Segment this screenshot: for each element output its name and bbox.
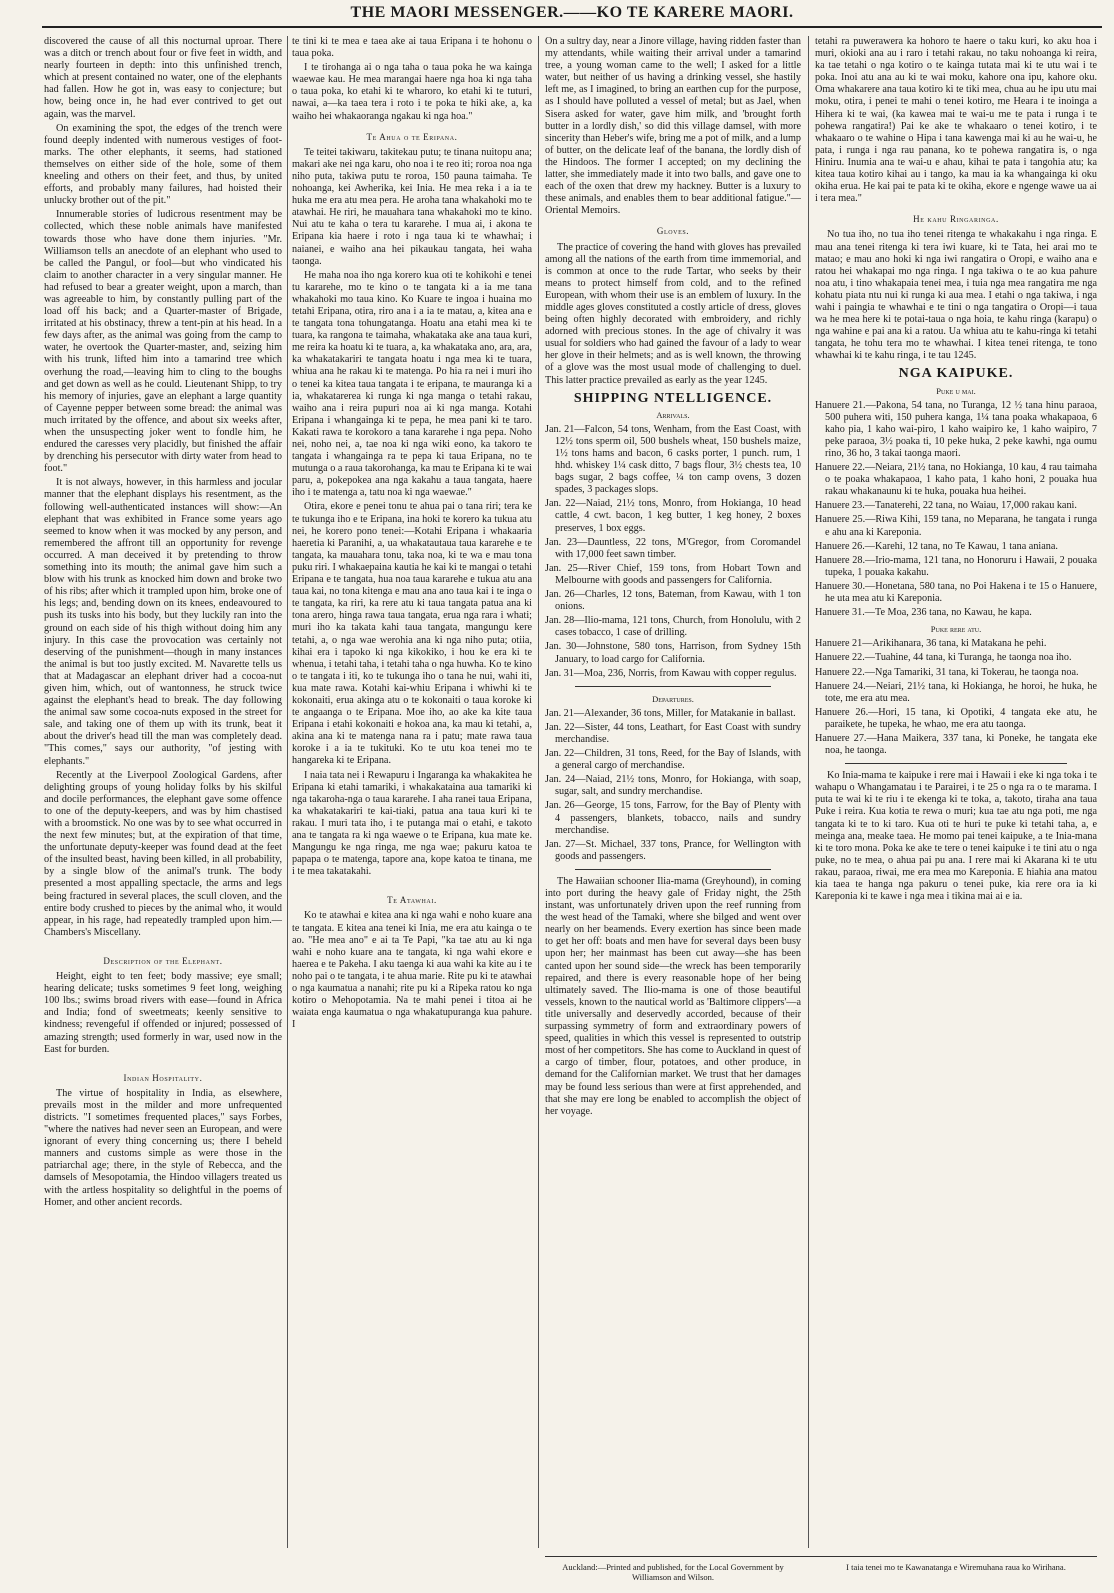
shipping-entry: Hanuere 30.—Honetana, 580 tana, no Poi Hakena i te 15 o Hanuere, he uta mea atu ki Kareponia. xyxy=(815,580,1097,605)
paragraph: The virtue of hospitality in India, as elsewhere, prevails most in the milder and more unfrequented districts. "I sometimes frequented places," says Forbes, "where the natives had never seen an European, and were ignorant of every thing concerning us; there I beheld manners and customs simple as were those in the patriarchal age; there, in the style of Rebecca, and the damsels of Mesopotamia, the Hindoo villagers treated us with the artless hospitality so delightful in the poems of Homer, and other ancient records. xyxy=(44,1087,282,1208)
paragraph: Height, eight to ten feet; body massive; eye small; hearing delicate; tusks sometimes 9 feet long, weighing 100 lbs.; swims broad rivers with ease—found in Africa and India; fond of sweetmeats; keenly sensitive to kindness; revengeful if offended or injured; possessed of amazing strength; used formerly in war, used now in the East for burden. xyxy=(44,971,282,1055)
shipping-entry: Jan. 21—Falcon, 54 tons, Wenham, from the East Coast, with 12½ tons sperm oil, 500 bushels wheat, 150 bushels maize, 1½ tons hams and bacon, 6 casks porter, 1 punch. rum, 1 hhd. whiskey 1¼ cask ditto, 7 bags flour, 3½ chests tea, 10 bags sugar, 2 bags coffee, ¼ ton camp ovens, 3 dozen spades, 3 packages slops. xyxy=(545,423,801,496)
section-heading: He kahu Ringaringa. xyxy=(913,214,999,225)
paragraph: The practice of covering the hand with gloves has prevailed among all the nations of the earth from time immemorial, and is common at once to the rude Tartar, who seeks by their means to protect himself from cold, and to the refined European, with whom their use is an emblem of luxury. In the middle ages gloves constituted a costly article of dress, gloves being often highly decorated with embroidery, and richly adorned with precious stones. In the age of chivalry it was usual for soldiers who had gained the favour of a lady to wear her glove in their helmets; and as is well known, the throwing of a glove was the most usual mode of challenging to duel. This latter practice prevailed as early as the year 1245. xyxy=(545,241,801,386)
paragraph: Innumerable stories of ludicrous resentment may be collected, which these noble animals have manifested towards those who have done them injuries. "Mr. Williamson tells an anecdote of an elephant who used to be called the Pangul, or fool—but who vindicated his claim to another character in a very singular manner. He had refused to bear a greater weight, upon a march, than was agreeable to him, by constantly pulling part of the load off his back; and a Quarter-master of Brigade, irritated at his obstinacy, threw a tent-pin at his head. In a few days after, as the animal was going from the camp to water, he overtook the Quarter-master, and, seizing him with his trunk, lifted him into a tamarind tree which overhung the road,—leaving him to cling to the boughs and get down as well as he could. Lieutenant Shipp, to try his memory of injuries, gave an elephant a large quantity of Cayenne pepper between some bread: the animal was much irritated by the offence, and about six weeks after, when the unsuspecting joker went to fondle him, he endured the caresses very placidly, but finished the affair by drenching his persecutor with dirty water from head to foot." xyxy=(44,209,282,475)
imprint-maori: I taia tenei mo te Kawanatanga e Wiremuhana raua ko Wirihana. xyxy=(846,1562,1066,1572)
shipping-entry: Jan. 27—St. Michael, 337 tons, Prance, for Wellington with goods and passengers. xyxy=(545,838,801,862)
shipping-entry: Hanuere 26.—Hori, 15 tana, ki Opotiki, 4 tangata eke atu, he paraikete, he tupeka, he whao, me era atu taonga. xyxy=(815,706,1097,730)
puke-atu-list xyxy=(815,638,1097,757)
nga-kaipuke-heading: NGA KAIPUKE. xyxy=(898,366,1014,382)
shipping-entry: Hanuere 21.—Pakona, 54 tana, no Turanga, 12 ½ tana hinu paraoa, 500 puhera witi, 150 puhera kanga, 1¼ tana poaka whakapaoa, 6 kaho pia, 1 kaho wai-piro, 1 kaho waipiro ke, 1 kaho waipiro, 7 peke paraoa, 3½ poaka ti, 10 peke huka, 2 peke kawhi, nga oumu rino, 36 ho, 3 takai taonga maori. xyxy=(815,399,1097,459)
paragraph: Ko te atawhai e kitea ana ki nga wahi e noho kuare ana te tangata. E kitea ana tenei ki Inia, me era atu kainga o te ao. "He mea ano" e ai ta Te Papi, "ka tae atu au ki nga wahi e noho kuare ana te tangata, ki nga wahi ekore e haerea e te Pakeha. I aku taenga ki aua wahi ka kite au i te noho pai o te tangata, i te ahua marie. Rite pu ki te atawhai o nga kaumatua a nanahi; rite pu ki a Ripeka ratou ko nga kotiro o Mehopotamia. Na te mahi penei i titoa ai he waiata enga kaumatua o nga whakatupuranga kua pahure. I xyxy=(292,910,532,1031)
shipping-entry: Jan. 30—Johnstone, 580 tons, Harrison, from Sydney 15th January, to load cargo for California. xyxy=(545,641,801,665)
section-heading: Description of the Elephant. xyxy=(103,955,223,966)
puke-mai-heading: Puke u mai. xyxy=(936,385,976,396)
shipping-entry: Jan. 24—Naiad, 21½ tons, Monro, for Hokianga, with soap, sugar, salt, and sundry merchandise. xyxy=(545,774,801,798)
divider xyxy=(575,869,771,870)
column-4 xyxy=(815,36,1097,905)
shipping-entry: Jan. 26—Charles, 12 tons, Bateman, from Kawau, with 1 ton onions. xyxy=(545,589,801,613)
shipping-entry: Jan. 25—River Chief, 159 tons, from Hobart Town and Melbourne with goods and passengers for California. xyxy=(545,562,801,586)
paragraph: On a sultry day, near a Jinore village, having ridden faster than my attendants, while waiting their arrival under a tamarind tree, a young woman came to the well; I asked for a little water, but neither of us having a drinking vessel, she hastily left me, as I imagined, to bring an earthen cup for the purpose, as I should have polluted a vessel of metal; but as Jael, when Sisera asked for water, gave him milk, and 'brought forth butter in a lordly dish,' so did this village damsel, with more sincerity than Heber's wife, bring me a pot of milk, and a lump of butter, on the delicate leaf of the banana, the lordly dish of the Hindoos. The former I accepted; on my declining the latter, she immediately made it into two balls, and gave one to each of the oxen that drew my hackney. Butter is a luxury to these animals, and enables them to bear additional fatigue."—Oriental Memoirs. xyxy=(545,36,801,217)
paragraph: The Hawaiian schooner Ilia-mama (Greyhound), in coming into port during the heavy gale of Friday night, the 25th instant, was unfortunately driven upon the reef running from the west head of the Tamaki, where she bilged and went over nearly on her beamends. Every exertion has since been made to get her off: boats and men have for several days been busy upon her; her mainmast has been cut away—she has been canted upon her sound side—the wreck has been temporarily repaired, and there is every reasonable hope of her being ultimately saved. The Ilio-mama is one of those beautiful vessels, known to the nautical world as 'Baltimore clippers'—a title universally and deservedly accorded, because of their surpassing symmetry of form and extraordinary powers of speed, qualities in which this vessel is represented to outstrip most of her competitors. She has come to Auckland in quest of a cargo of timber, flour, potatoes, and other produce, in demand for the Californian market. We trust that her damages may be found less serious than were at first apprehended, and that she may ere long be enabled to accomplish the object of her voyage. xyxy=(545,875,801,1117)
column-1 xyxy=(44,36,282,1211)
departures-heading: Departures. xyxy=(652,693,694,704)
shipping-entry: Jan. 28—Ilio-mama, 121 tons, Church, from Honolulu, with 2 cases tobacco, 1 case of drilling. xyxy=(545,615,801,639)
paragraph: I naia tata nei i Rewapuru i Ingaranga ka whakakitea he Eripana ki etahi tamariki, i whakakataina aua tamariki ki nga takaroha-nga o taua kararehe. I aha ranei taua Eripana, ka whakatakariri te kai-tiaki, patua ana taua kuri ki te rakau. I muri tata iho, i te putanga mai o etahi, e takoto ana te tangata ra ki nga waewe o te Eripana, kua mate ke. Mangungu ke nga ringa, me nga wae; pakuru katoa te papapa o te matenga, tapore ana, kope katoa te tinana, me i te mea takatakahi. xyxy=(292,769,532,878)
paragraph: It is not always, however, in this harmless and jocular manner that the elephant displays his resentment, as the following well-authenticated instances will show:—An elephant that was exhibited in France some years ago seemed to know when it was mocked by any person, and remembered the affront till an opportunity for revenge occurred. A man deceived it by pretending to throw something into its mouth; the animal gave him such a blow with his trunk as knocked him down and broke two of his ribs; after which it trampled upon him, broke one of his legs; and, bending down on its knees, endeavoured to push its tusks into his body, but they luckily ran into the ground on each side of his thigh without doing him any injury. In this case the provocation was certainly not deserving of the punishment—though in many instances the animal is but too justly excited. M. Navarette tells us that at Madagascar an elephant driver had a cocoa-nut given him, which, out of wantonness, he struck twice against the elephant's head to break. The day following the animal saw some cocoa-nuts exposed in the street for sale, and taking one of them up with its trunk, beat it about the driver's head till the man was completely dead. "This comes," says our authority, "of jesting with elephants." xyxy=(44,477,282,767)
puke-atu-heading: Puke rere atu. xyxy=(930,624,982,635)
shipping-heading: SHIPPING NTELLIGENCE. xyxy=(573,390,773,406)
paragraph: Recently at the Liverpool Zoological Gardens, after delighting groups of young holiday folks by his skilful and docile performances, the elephant gave some offence to one of the deputy-keepers, and was by him chastised with a broomstick. No one was by to see what occurred in the next few minutes; but, at the expiration of that time, the unfortunate deputy-keeper was found dead at the feet of the insulted beast, having been killed, in all probability, by a single blow of the animal's trunk. The body presented a most appalling spectacle, the arms and legs being fractured in several places, the scull cloven, and the entire body crushed to pieces by the animal who, it would appear, in his rage, had repeatedly trampled upon him.—Chambers's Miscellany. xyxy=(44,769,282,938)
divider xyxy=(845,763,1067,764)
shipping-entry: Jan. 23—Dauntless, 22 tons, M'Gregor, from Coromandel with 17,000 feet sawn timber. xyxy=(545,536,801,560)
shipping-entry: Jan. 22—Naiad, 21½ tons, Monro, from Hokianga, 10 head cattle, 4 cwt. bacon, 1 keg butter, 1 keg honey, 2 boxes preserves, 1 box eggs. xyxy=(545,498,801,534)
section-heading: Gloves. xyxy=(656,226,690,237)
shipping-entry: Hanuere 31.—Te Moa, 236 tana, no Kawau, he kapa. xyxy=(815,607,1032,619)
paragraph: On examining the spot, the edges of the trench were found deeply indented with numerous vestiges of foot-marks. The other elephants, it seems, had stationed themselves on either side of the hole, some of them kneeling and others on their feet, and thus, by united efforts, and probably many failures, had hoisted their unlucky brother out of the pit." xyxy=(44,122,282,207)
paragraph: Otira, ekore e penei tonu te ahua pai o tana riri; tera ke te tukunga iho e te Eripana, ina hoki te korero ka tukua atu nei, he korero pono tenei:—Kotahi Eripana i whakaaria haeretia ki Paranihi, a, ua whakatautaua taua kararehe e te tangata, ka mauahara tonu, taka noa, ki te wa e mau tona puku riri. I whakaepaina kautia he kai ki te mangai o tetahi Eripana e te tangata, hua noa taua kararehe e tukua atu ana taua kai, no tona kitenga e mau ana ano taua kai i te inga o te tangata, ka riri, ka rere atu ki taua tangata patua ana ki tona arero, hinga rawa taua tangata, erua nga rara i whati; muri iho ka takata kahi taua tangata, mangungu kere tetahi, a, o nga wae werohia ana ki nga niho puta; otiia, kihai era i tapoko ki nga kikokiko, i hou ke era ki te whenua, i tetahi taha, i tetahi taha o nga huwha. Ko te kino o te tangata i iti, ko te tukunga iho o tana he nui, wahi iti, kua mate rawa. Kotahi kai-whiu Eripana i whiwhi ki te kokonaiti, erua akinga atu o te kokonaiti o taua koroke ki te angaanga o te Eripana. Moe iho, ao ake ka kite taua Eripana i etahi kokonaiti e hokoa ana, ka mau ki tetahi, a, akina ana ki te matenga nana ra i patu; mate rawa taua koroke i a ia te tukituki. Ko te utu koa tenei mo te hangareka ki te Eripana. xyxy=(292,501,532,767)
shipping-entry: Hanuere 23.—Tanaterehi, 22 tana, no Waiau, 17,000 rakau kani. xyxy=(815,500,1077,512)
masthead: THE MAORI MESSENGER.——KO TE KARERE MAORI. xyxy=(350,4,794,21)
shipping-entry: Hanuere 28.—Irio-mama, 121 tana, no Honoruru i Hawaii, 2 pouaka tupeka, 1 pouaka kakahu. xyxy=(815,554,1097,578)
shipping-entry: Hanuere 21—Arikihanara, 36 tana, ki Matakana he pehi. xyxy=(815,638,1047,650)
column-3 xyxy=(545,36,801,1120)
paragraph: te tini ki te mea e taea ake ai taua Eripana i te hohonu o taua poka. xyxy=(292,36,532,60)
shipping-entry: Hanuere 22.—Neiara, 21½ tana, no Hokianga, 10 kau, 4 rau taimaha o te poaka whakapaoa, 1 kaho pata, 1 kaho honi, 2 pouaka hua rakau whakanaunu ki te huka, pouaka hua heihei. xyxy=(815,462,1097,498)
paragraph: Ko Inia-mama te kaipuke i rere mai i Hawaii i eke ki nga toka i te wahapu o Whangamatau i te Parairei, i te 25 o nga ra o te marama. I puta te wai ki te riu i te ekenga ki te toka, a, takoto, tiraha ana taua Puke i reira. Kua kotia te rewa o muri; kua tae atu nga poti, me nga tangata ki te to ki taro. Kua oti te huri te puke ki tetahi taha, a, e meinga ana, meake taea. He momo pai tenei kaipuke, a te Inia-mana ki te toro mona. Poka ke ake te tere o tenei kaipuke i te tini atu o nga puke, no te mea, o ahua pai pu ana. I rere mai ki Akarana ki te utu rakau, paraoa, riwai, me era mea mo Kareponia. E hiahia ana matou kia taea te hanga nga pakuru o tenei puke, kia rere ora ia ki Kareponia ki te kawe i nga mea i tikina mai ai e ia. xyxy=(815,770,1097,903)
masthead-rule xyxy=(42,26,1102,28)
shipping-entry: Hanuere 26.—Karehi, 12 tana, no Te Kawau, 1 tana aniana. xyxy=(815,540,1058,552)
paragraph: Te teitei takiwaru, takitekau putu; te tinana nuitopu ana; makari ake nei nga karu, oho noa i te reo iti; roroa noa nga niho puta, takiwa putu te roroa, 150 pauna taimaha. Te nohoanga, kei Awherika, kei Inia. He mea reka i a ia te huka me era atu mea pera. He aroha tana whakahoki mo te atawhai. He riri, he mauahara tana whakahoki mo te kino. Nui atu te kaha o tera tu kararehe. I mua ai, i akona te Eripana kia haere i roto i nga taua ki te whawhai; i naianei, e waiho ana hei pikaukau tangata, hei waha taonga. xyxy=(292,146,532,267)
arrivals-heading: Arrivals. xyxy=(656,409,690,420)
shipping-entry: Jan. 21—Alexander, 36 tons, Miller, for Matakanie in ballast. xyxy=(545,707,796,719)
arrivals-list xyxy=(545,424,801,680)
column-2 xyxy=(292,36,532,1033)
shipping-entry: Hanuere 22.—Nga Tamariki, 31 tana, ki Tokerau, he taonga noa. xyxy=(815,666,1079,678)
section-heading: Indian Hospitality. xyxy=(123,1072,203,1083)
divider xyxy=(575,686,771,687)
shipping-entry: Hanuere 24.—Neiari, 21½ tana, ki Hokianga, he horoi, he huka, he tote, me era atu mea. xyxy=(815,680,1097,704)
paragraph: tetahi ra puwerawera ka hohoro te haere o taku kuri, ko aku hoa i muri, okioki ana au i raro i tetahi rakau, no taku nohoanga ki reira, ka tae tetahi o nga kotiro o te kainga tutata mai ki te utu wai i te poka. Inoi atu ana au ki te wai moku, kahore ona ipu, kahore oku. Oma whakarere ana taua kotiro ki te tiki mea, chua au he ipu utu mai moku, otira, i penei te mahi o tenei kotiro, me Heara i te inoinga a Hihera ki te wai, (ka kawea mai te wai-u me te pata i runga i te pohewa rangatira!) Pai ke ake te whakaaro o tenei kotiro, i te whakaaro o te wahine o Hipa i tana kawenga mai ki au he wai-u, he pata, i runga i nga rau panana, ko te pohewa rangatira is, o nga Hiniru. Inumia ana te wai-u e ahau, kihai te pata i tangohia atu; ka kitea taua kotiro kihai au i tango, ka mau ia ka whangainga ki oku okiha erua. He kai pai te pata ki te okiha, ekore e ngenge wawe ua ai i tera mea." xyxy=(815,36,1097,205)
column-divider-1 xyxy=(287,36,288,1548)
paragraph: No tua iho, no tua iho tenei ritenga te whakakahu i nga ringa. E mau ana tenei ritenga ki tera iwi kuare, ki te Tata, hei arai mo te matao; e mau ano hoki ki nga iwi rangatira o Oropi, e waiho ana e ratou hei whakapai mo nga ringa. I nga takiwa o te ao kua pahure noa atu, i tino whakapaia tenei mea, i tuia nga mea rangatira me nga kohatu piata ntu nui ki runga ki aua mea. I etahi o nga takiwa, i nga wahi i paingia te whawhai e te tini o nga tangatira o Oropi—i taua wa he mea here ki te potai-taua o nga hoia, te kahu ringa (karapu) o nga wahine e pai ana ki a ratou. Ua whiua atu te kahu-ringa ki tetahi tangata, he tohu tera mo te whawhai. I kitea tenei ritenga, te tono whawhai ki te kahu ringa, i te tau 1245. xyxy=(815,229,1097,362)
imprint-rule xyxy=(545,1556,1097,1557)
section-heading: Te Ahua o te Eripana. xyxy=(366,131,458,142)
shipping-entry: Hanuere 25.—Riwa Kihi, 159 tana, no Meparana, he tangata i runga e ahu ana ki Kareponia. xyxy=(815,514,1097,538)
paragraph: I te tirohanga ai o nga taha o taua poka he wa kainga waewae kau. He mea marangai haere nga hoa ki nga taha o taua poka, ko etahi ki te wharoro, ko etahi ki te tuturi, nawai, a—ka taea tera i roto i te poka te hiki ake, a, ka waiho hei whakaoranga ngakau ki nga hoa." xyxy=(292,62,532,122)
shipping-entry: Jan. 31—Moa, 236, Norris, from Kawau with copper regulus. xyxy=(545,667,797,679)
section-heading: Te Atawhai. xyxy=(387,895,437,906)
departures-list xyxy=(545,708,801,863)
shipping-entry: Hanuere 22.—Tuahine, 44 tana, ki Turanga, he taonga noa iho. xyxy=(815,652,1072,664)
paragraph: He maha noa iho nga korero kua oti te kohikohi e tenei tu kararehe, mo te kino o te tangata ki a ia me tana whakahoki mo taua kino. Ko Kuare te ingoa i huaina mo tetahi Eripana, otira, riro ana i a ia te matau, a, kitea ana e te tangata tona tohungatanga. Hoatu ana etahi mea ki te tuara, ka rangona te taimaha, whakataka ake ana taua kuri, me reira ka hoatu ki te tuara, a, ka whakataka ano, ara, ara, ka whakatakariri te tangata hoatu i nga mea ki te tuara, whiua ana he rakau ki te matenga. Po hia ra nei i muri iho o tenei ka kitea taua tangata i te eripana, te mauranga ki a ia, whakatarerea ki runga ki nga manga o tetahi rakau, waiho ana i reira pupuri noa ai ki nga manga. Kotahi Eripana i whangainga ki te pepa, he mea pani ki te taro. Kakati rawa te korokoro a tana kararehe i nga pepa. Noho nei, noho nei, a, tae noa ki nga wiki eono, ka takoro te tangata i whangainga ra te pepa ki taua Eripana, no te mutunga o a raua takorohanga, ka mau te Eripana ki te wai paru, a, pokepokea ana nga kakahu a taua tangata, haere iho i te matenga a, tatu noa ki nga waewae." xyxy=(292,269,532,499)
shipping-entry: Jan. 22—Sister, 44 tons, Leathart, for East Coast with sundry merchandise. xyxy=(545,721,801,745)
imprint-english: Auckland:—Printed and published, for the Local Government by Williamson and Wilson. xyxy=(562,1562,784,1582)
shipping-entry: Jan. 26—George, 15 tons, Farrow, for the Bay of Plenty with 4 passengers, blankets, tobacco, nails and sundry merchandise. xyxy=(545,800,801,836)
paragraph: discovered the cause of all this nocturnal uproar. There was a ditch or trench about four or five feet in width, and nearly fourteen in depth: into this unfinished trench, which at present contained no water, one of the elephants had fallen. How he got in, was easy to conjecture; but how, being once in, he had ever contrived to get out again, was the marvel. xyxy=(44,36,282,120)
shipping-entry: Hanuere 27.—Hana Maikera, 337 tana, ki Poneke, he tangata eke noa, he taonga. xyxy=(815,732,1097,757)
column-divider-3 xyxy=(808,36,809,1548)
column-divider-2 xyxy=(538,36,539,1548)
puke-mai-list xyxy=(815,400,1097,620)
shipping-entry: Jan. 22—Children, 31 tons, Reed, for the Bay of Islands, with a general cargo of merchandise. xyxy=(545,748,801,772)
